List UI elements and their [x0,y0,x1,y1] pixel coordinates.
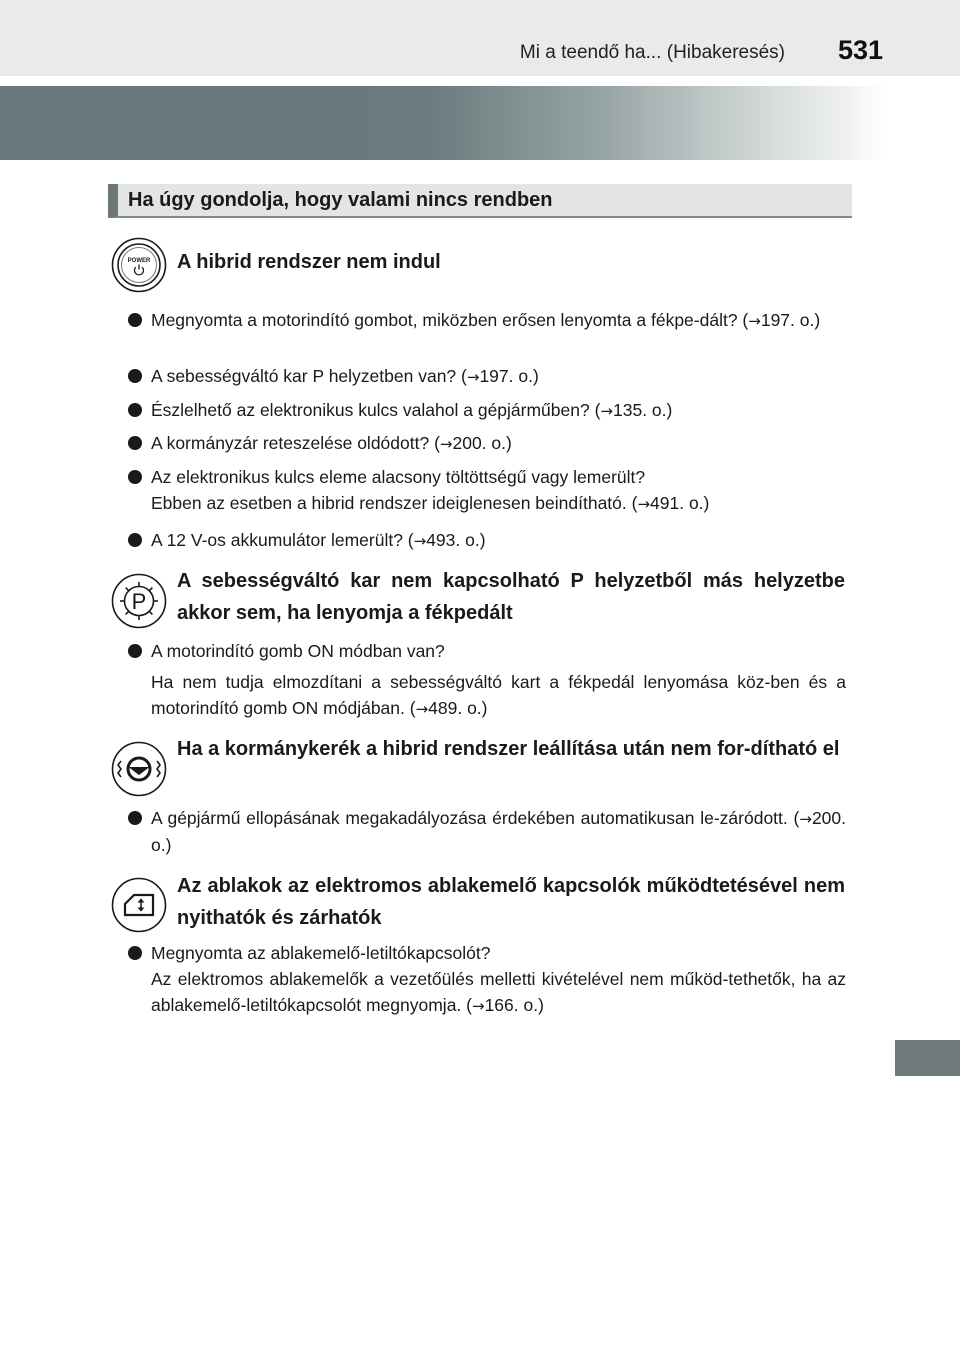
chapter-banner [0,86,890,160]
list-item [128,527,846,554]
bullet-icon [128,946,142,960]
list-item [128,805,846,858]
arrow-icon: → [799,810,812,828]
page-reference[interactable]: 491. o.) [650,493,710,513]
power-window-icon [111,877,167,933]
shift-icon-label: P [131,589,147,614]
arrow-icon: → [439,435,453,453]
arrow-icon: → [748,312,761,330]
page-reference[interactable]: 197. o.) [760,310,821,330]
list-item [128,464,846,517]
item-text: A kormányzár reteszelése oldódott? ( [151,433,440,453]
page-number: 531 [837,35,883,65]
explanation-text [151,669,846,722]
page-reference[interactable]: 200. o.) [151,808,846,855]
item-text: Megnyomta az ablakemelő-letiltókapcsolót? [151,943,491,963]
arrow-icon: → [413,532,427,550]
bullet-icon [128,533,142,547]
power-icon-label: POWER [127,258,151,264]
page-reference[interactable]: 166. o.) [484,995,544,1015]
page-reference[interactable]: 197. o.) [479,366,539,386]
list-item [128,638,846,664]
subheading-shift-lever: A sebességváltó kar nem kapcsolható P helyzetből más helyzetbe akkor sem, ha lenyomja a fékpedált [177,570,845,624]
page-reference[interactable]: 493. o.) [426,530,486,550]
subheading-hybrid-not-starting: A hibrid rendszer nem indul [177,251,441,273]
list-item [128,940,846,1019]
arrow-icon: → [471,997,485,1015]
item-text: Ebben az esetben a hibrid rendszer ideiglenesen beindítható. ( [151,493,638,513]
section-title-bar [108,184,852,218]
bullet-icon [128,470,142,484]
page-header [0,0,960,76]
arrow-icon: → [600,402,613,420]
item-text: Ha nem tudja elmozdítani a sebességváltó kart a fékpedál lenyomása köz-ben és a motorindító gomb ON módjában. ( [151,672,846,718]
list-item [128,397,846,424]
list-item [128,430,846,457]
item-text: Megnyomta a motorindító gombot, miközben erősen lenyomta a fékpe-dált? ( [151,310,749,330]
item-text: Az elektronikus kulcs eleme alacsony töltöttségű vagy lemerült? [151,467,646,487]
item-text: A 12 V-os akkumulátor lemerült? ( [151,530,414,550]
bullet-icon [128,369,142,383]
list-item [128,363,846,390]
header-title: Mi a teendő ha... (Hibakeresés) [519,42,785,63]
subheading-steering-wheel: Ha a kormánykerék a hibrid rendszer leállítása után nem for-dítható el [177,738,840,760]
bullet-icon [128,811,142,825]
section-title: Ha úgy gondolja, hogy valami nincs rendben [128,189,553,211]
steering-lock-icon [111,741,167,797]
item-text: Észlelhető az elektronikus kulcs valahol a gépjárműben? ( [151,400,601,420]
bullet-icon [128,313,142,327]
item-text: A motorindító gomb ON módban van? [151,641,445,661]
item-text: A gépjármű ellopásának megakadályozása érdekében automatikusan le-záródott. ( [151,808,800,828]
page-reference[interactable]: 489. o.) [428,698,488,718]
item-text: Az elektromos ablakemelők a vezetőülés melletti kivételével nem működ-tethetők, ha az ablakemelő-letiltókapcsolót megnyomja. ( [151,969,846,1015]
bullet-icon [128,436,142,450]
shift-p-icon [111,573,167,629]
list-item [128,307,846,334]
page-reference[interactable]: 200. o.) [452,433,512,453]
subheading-power-windows: Az ablakok az elektromos ablakemelő kapcsolók működtetésével nem nyithatók és zárhatók [177,875,845,929]
arrow-icon: → [415,700,429,718]
arrow-icon: → [466,368,480,386]
bullet-icon [128,644,142,658]
chapter-side-tab [895,1040,960,1076]
power-button-icon [111,237,167,293]
item-text: A sebességváltó kar P helyzetben van? ( [151,366,467,386]
bullet-icon [128,403,142,417]
arrow-icon: → [637,495,651,513]
page-reference[interactable]: 135. o.) [613,400,673,420]
